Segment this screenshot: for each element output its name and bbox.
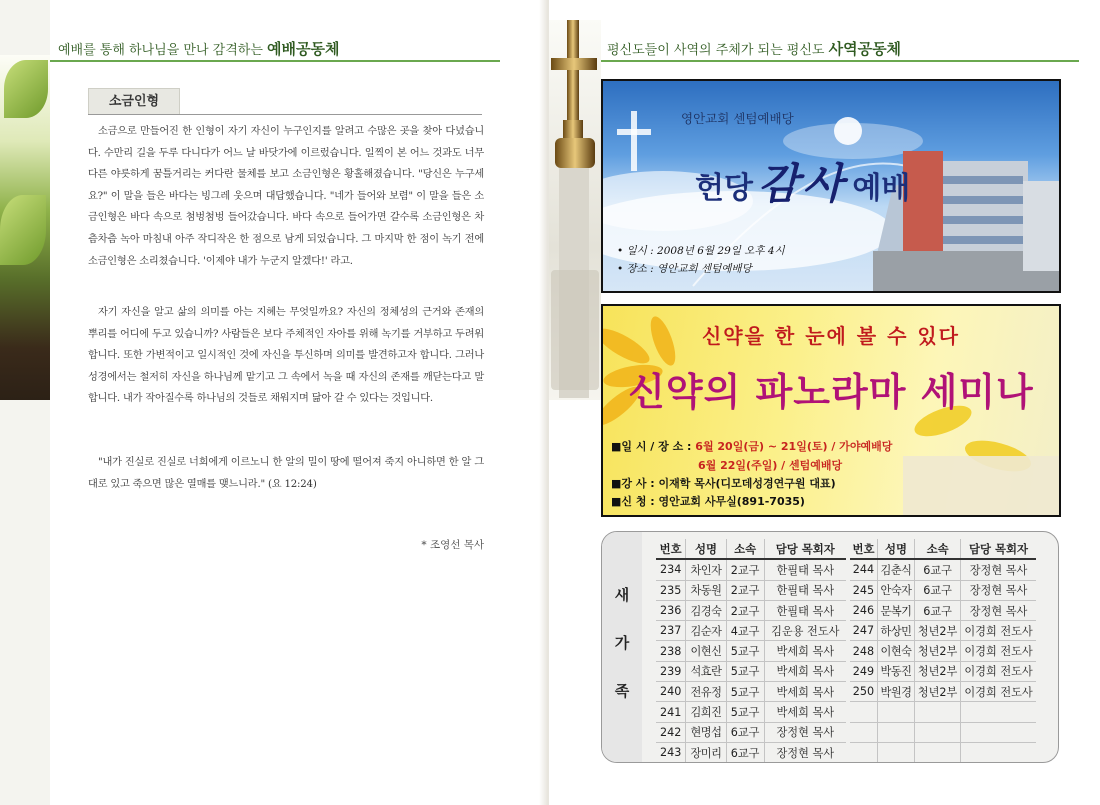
banner1-place: • 장소 : 영안교회 센텀예배당 — [617, 263, 752, 275]
table-cell: 청년2부 — [915, 682, 961, 702]
plant-photo-strip — [0, 0, 50, 805]
new-family-label — [602, 532, 642, 762]
left-header-prefix: 예배를 통해 하나님을 만나 감격하는 — [58, 43, 268, 58]
table-cell — [961, 702, 1036, 722]
table-cell: 240 — [656, 682, 686, 702]
new-family-table-left — [656, 539, 846, 763]
table-cell: 청년2부 — [915, 661, 961, 681]
table-cell: 한필태 목사 — [764, 559, 846, 580]
table-cell: 문복기 — [877, 600, 914, 620]
table-row — [850, 722, 1036, 742]
table-row — [656, 559, 846, 580]
column-header: 소속 — [915, 539, 961, 559]
table-cell — [961, 722, 1036, 742]
table-cell: 2교구 — [726, 559, 764, 580]
table-row — [656, 580, 846, 600]
left-header — [58, 38, 340, 59]
table-cell: 박원경 — [877, 682, 914, 702]
table-cell: 239 — [656, 661, 686, 681]
table-cell: 242 — [656, 722, 686, 742]
table-cell: 청년2부 — [915, 621, 961, 641]
table-cell: 5교구 — [726, 702, 764, 722]
table-cell: 6교구 — [915, 600, 961, 620]
new-family-table-box — [601, 531, 1059, 763]
banner2-tagline: 신약을 한 눈에 볼 수 있다 — [701, 324, 960, 348]
table-cell — [915, 742, 961, 762]
column-header: 성명 — [877, 539, 914, 559]
table-cell: 241 — [656, 702, 686, 722]
banner1-title — [695, 151, 910, 211]
table-cell: 김운용 전도사 — [764, 621, 846, 641]
table-cell: 이경희 전도사 — [961, 621, 1036, 641]
table-cell: 석효란 — [686, 661, 726, 681]
table-cell: 박세희 목사 — [764, 702, 846, 722]
scripture-quote: "내가 진실로 진실로 너희에게 이르노니 한 알의 밀이 땅에 떨어져 죽지 아니하면 한 알 그대로 있고 죽으면 많은 열매를 맺느니라." (요 12:24) — [88, 457, 484, 490]
table-row — [656, 682, 846, 702]
table-cell — [915, 702, 961, 722]
table-cell: 차동원 — [686, 580, 726, 600]
table-cell: 248 — [850, 641, 877, 661]
table-cell: 현명섭 — [686, 722, 726, 742]
column-header: 소속 — [726, 539, 764, 559]
table-cell — [877, 742, 914, 762]
table-cell: 5교구 — [726, 682, 764, 702]
table-cell: 장정현 목사 — [961, 580, 1036, 600]
table-cell: 한필태 목사 — [764, 600, 846, 620]
table-row — [850, 641, 1036, 661]
table-cell: 장정현 목사 — [764, 742, 846, 762]
table-cell: 246 — [850, 600, 877, 620]
left-page — [0, 0, 549, 805]
label-char: 족 — [614, 682, 630, 700]
panorama-seminar-banner — [601, 304, 1061, 517]
banner2-speaker: ■강 사 : 이재학 목사(디모데성경연구원 대표) — [611, 477, 836, 490]
table-cell: 이경희 전도사 — [961, 661, 1036, 681]
column-header: 번호 — [850, 539, 877, 559]
table-cell: 장정현 목사 — [961, 600, 1036, 620]
table-cell: 장정현 목사 — [764, 722, 846, 742]
table-cell: 박세희 목사 — [764, 641, 846, 661]
right-header-emphasis: 사역공동체 — [828, 40, 902, 58]
table-cell: 237 — [656, 621, 686, 641]
banner1-title-c: 예배 — [852, 171, 911, 206]
section-title-rule — [88, 114, 482, 115]
table-cell: 235 — [656, 580, 686, 600]
label-char: 새 — [614, 586, 630, 604]
dedication-service-banner — [601, 79, 1061, 293]
label-char: 가 — [614, 634, 630, 652]
banner1-title-a: 헌당 — [695, 171, 753, 206]
table-cell — [877, 702, 914, 722]
banner2-schedule-2: 6월 22일(주일) / 센텀예배당 — [698, 459, 843, 472]
table-cell — [850, 742, 877, 762]
right-header-rule — [601, 60, 1079, 62]
table-cell: 청년2부 — [915, 641, 961, 661]
table-cell: 한필태 목사 — [764, 580, 846, 600]
column-header: 성명 — [686, 539, 726, 559]
table-cell: 이현신 — [686, 641, 726, 661]
table-row — [656, 621, 846, 641]
table-row — [656, 742, 846, 762]
banner2-title: 신약의 파노라마 세미나 — [628, 370, 1034, 414]
table-cell: 박세희 목사 — [764, 682, 846, 702]
table-cell: 238 — [656, 641, 686, 661]
table-cell: 250 — [850, 682, 877, 702]
table-cell: 장미리 — [686, 742, 726, 762]
table-cell: 234 — [656, 559, 686, 580]
left-header-rule — [50, 60, 500, 62]
table-row — [850, 682, 1036, 702]
right-header — [607, 38, 901, 59]
table-cell — [850, 722, 877, 742]
table-cell: 김경숙 — [686, 600, 726, 620]
right-header-prefix: 평신도들이 사역의 주체가 되는 평신도 — [607, 43, 829, 58]
banner2-schedule — [611, 438, 892, 454]
paragraph-1: 소금으로 만들어진 한 인형이 자기 자신이 누구인지를 알려고 수많은 곳을 찾아 다녔습니다. 수만리 길을 두루 다니다가 어느 날 바닷가에 이르렀습니다. 일찍이 본 어느 것과도 너무 다른 야릇하게 꿈틀거리는 커다란 물체를 보고 소금인형은 황홀해졌습니다. "당신은 누구세요?" 이 말을 들은 바다는 빙그레 웃으며 대답했습니다. "네가 들어와 보렴" 이 말을 들은 소금인형은 바다 속으로 첨벙첨벙 들어갔습니다. 바다 속으로 들어가면 갈수록 소금인형은 차츰차츰 녹아 마침내 아주 작디작은 한 점으로 남게 되었습니다. 그 마지막 한 점이 녹기 전에 소금인형은 소리쳤습니다. '이제야 내가 누군지 알겠다!' 라고. — [88, 126, 484, 267]
banner1-date: • 일시 : 2008년 6월 29일 오후 4시 — [617, 245, 785, 257]
column-header: 담당 목회자 — [764, 539, 846, 559]
table-cell: 6교구 — [915, 559, 961, 580]
table-cell: 김희진 — [686, 702, 726, 722]
table-cell: 차인자 — [686, 559, 726, 580]
table-cell: 이현숙 — [877, 641, 914, 661]
table-row — [850, 742, 1036, 762]
table-cell — [915, 722, 961, 742]
table-row — [850, 621, 1036, 641]
right-page — [549, 0, 1100, 805]
left-header-emphasis: 예배공동체 — [267, 40, 340, 58]
table-cell: 장정현 목사 — [961, 559, 1036, 580]
table-row — [656, 600, 846, 620]
leaf-decoration — [0, 195, 46, 265]
table-cell — [877, 722, 914, 742]
table-cell: 5교구 — [726, 661, 764, 681]
section-title: 소금인형 — [88, 88, 180, 115]
table-row — [656, 702, 846, 722]
banner1-title-b: 감사 — [758, 159, 848, 208]
table-cell: 2교구 — [726, 580, 764, 600]
table-cell: 245 — [850, 580, 877, 600]
table-cell: 249 — [850, 661, 877, 681]
column-header: 담당 목회자 — [961, 539, 1036, 559]
table-cell: 5교구 — [726, 641, 764, 661]
table-cell: 6교구 — [915, 580, 961, 600]
leaf-decoration — [4, 60, 48, 118]
table-cell: 이경희 전도사 — [961, 682, 1036, 702]
table-cell: 김순자 — [686, 621, 726, 641]
table-cell: 김춘식 — [877, 559, 914, 580]
column-header: 번호 — [656, 539, 686, 559]
banner2-schedule-1: 6월 20일(금) ~ 21일(토) / 가야예배당 — [695, 440, 893, 453]
table-row — [656, 661, 846, 681]
table-cell: 안숙자 — [877, 580, 914, 600]
table-cell: 6교구 — [726, 722, 764, 742]
table-header-row — [850, 539, 1036, 559]
table-cell: 하상민 — [877, 621, 914, 641]
table-cell: 6교구 — [726, 742, 764, 762]
table-cell: 전유정 — [686, 682, 726, 702]
table-cell: 247 — [850, 621, 877, 641]
table-row — [656, 641, 846, 661]
table-cell: 박세희 목사 — [764, 661, 846, 681]
table-row — [850, 559, 1036, 580]
cross-photo — [549, 20, 601, 400]
table-cell: 박동진 — [877, 661, 914, 681]
banner2-schedule-label: ■일 시 / 장 소 : — [611, 440, 696, 453]
new-family-table-right — [850, 539, 1036, 763]
table-cell: 236 — [656, 600, 686, 620]
table-cell: 4교구 — [726, 621, 764, 641]
banner1-church: 영안교회 센텀예배당 — [681, 111, 794, 126]
table-cell: 2교구 — [726, 600, 764, 620]
paragraph-2: 자기 자신을 알고 삶의 의미를 아는 지혜는 무엇일까요? 자신의 정체성의 근거와 존재의 뿌리를 어디에 두고 있습니까? 사람들은 보다 주체적인 자아를 위해 녹기를 거부하고 두려워합니다. 또한 가변적이고 일시적인 것에 자신을 투신하며 의미를 발견하고자 합니다. 그러나 성경에서는 철저히 자신을 하나님께 맡기고 그 속에서 녹을 때 자신의 존재를 깨닫는다고 말합니다. 내가 작아질수록 하나님의 것들로 채워지며 닮아 갈 수 있다는 것입니다. — [88, 307, 484, 405]
table-cell: 이경희 전도사 — [961, 641, 1036, 661]
table-cell: 243 — [656, 742, 686, 762]
table-row — [850, 702, 1036, 722]
table-row — [850, 661, 1036, 681]
table-header-row — [656, 539, 846, 559]
table-cell — [850, 702, 877, 722]
table-row — [850, 600, 1036, 620]
table-row — [656, 722, 846, 742]
table-row — [850, 580, 1036, 600]
table-cell: 244 — [850, 559, 877, 580]
banner2-apply: ■신 청 : 영안교회 사무실(891-7035) — [611, 495, 805, 508]
author-signature: * 조영선 목사 — [421, 539, 484, 551]
table-cell — [961, 742, 1036, 762]
